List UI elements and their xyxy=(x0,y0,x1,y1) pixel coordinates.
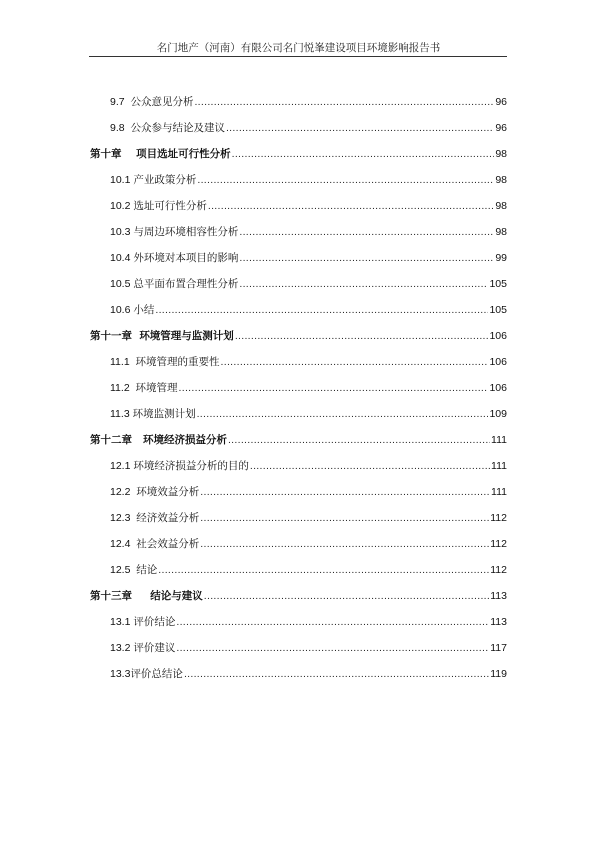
toc-chapter-entry[interactable] xyxy=(90,433,507,447)
toc-dot-leader xyxy=(250,459,490,473)
toc-entry-page-number: 112 xyxy=(490,564,507,576)
toc-dot-leader xyxy=(184,667,489,681)
toc-entry-page-number: 105 xyxy=(489,304,507,316)
toc-entry-page-number: 111 xyxy=(491,460,507,472)
toc-entry-title: 社会效益分析 xyxy=(136,538,200,550)
toc-dot-leader xyxy=(239,277,488,291)
toc-entry-number: 11.3 xyxy=(110,408,130,420)
toc-entry-number: 12.5 xyxy=(110,564,131,576)
toc-entry-number: 10.4 xyxy=(110,252,131,264)
toc-entry-page-number: 106 xyxy=(489,330,507,342)
toc-entry-page-number: 106 xyxy=(489,382,507,394)
toc-entry-page-number: 113 xyxy=(490,590,507,602)
toc-entry-number: 9.7 xyxy=(110,96,125,108)
toc-entry-title: 评价结论 xyxy=(133,616,176,628)
toc-entry-title: 经济效益分析 xyxy=(136,512,200,524)
toc-entry-number: 10.2 xyxy=(110,200,131,212)
toc-entry-page-number: 111 xyxy=(491,486,507,498)
toc-dot-leader xyxy=(239,251,494,265)
toc-entry-title: 选址可行性分析 xyxy=(133,200,207,212)
toc-entry-title: 环境经济损益分析 xyxy=(142,434,227,446)
toc-dot-leader xyxy=(179,381,489,395)
toc-entry-gap xyxy=(132,329,139,343)
toc-section-entry[interactable] xyxy=(110,407,507,421)
toc-section-entry[interactable] xyxy=(110,303,507,317)
toc-entry-number: 12.4 xyxy=(110,538,131,550)
toc-entry-number: 10.3 xyxy=(110,226,131,238)
toc-entry-number: 第十二章 xyxy=(90,434,132,446)
toc-entry-page-number: 105 xyxy=(489,278,507,290)
toc-dot-leader xyxy=(204,589,489,603)
toc-entry-number: 13.3 xyxy=(110,668,131,680)
toc-entry-page-number: 98 xyxy=(495,148,507,160)
toc-entry-page-number: 98 xyxy=(495,226,507,238)
toc-entry-page-number: 96 xyxy=(495,122,507,134)
toc-entry-title: 小结 xyxy=(133,304,155,316)
toc-section-entry[interactable] xyxy=(110,225,507,239)
toc-entry-page-number: 109 xyxy=(489,408,507,420)
toc-entry-page-number: 119 xyxy=(490,668,507,680)
toc-section-entry[interactable] xyxy=(110,121,507,135)
toc-entry-number: 第十章 xyxy=(90,148,122,160)
toc-entry-title: 评价总结论 xyxy=(130,668,183,680)
toc-entry-title: 外环境对本项目的影响 xyxy=(133,252,239,264)
toc-dot-leader xyxy=(208,199,494,213)
toc-section-entry[interactable] xyxy=(110,615,507,629)
toc-entry-page-number: 98 xyxy=(495,174,507,186)
toc-entry-number: 12.3 xyxy=(110,512,131,524)
toc-entry-number: 13.2 xyxy=(110,642,131,654)
toc-entry-number: 10.6 xyxy=(110,304,131,316)
toc-entry-title: 环境效益分析 xyxy=(136,486,200,498)
toc-section-entry[interactable] xyxy=(110,667,507,681)
toc-dot-leader xyxy=(228,433,490,447)
toc-entry-title: 环境监测计划 xyxy=(132,408,196,420)
toc-section-entry[interactable] xyxy=(110,95,507,109)
toc-entry-number: 12.2 xyxy=(110,486,131,498)
toc-entry-title: 产业政策分析 xyxy=(133,174,197,186)
toc-entry-number: 10.1 xyxy=(110,174,131,186)
toc-entry-page-number: 112 xyxy=(490,512,507,524)
toc-section-entry[interactable] xyxy=(110,563,507,577)
toc-entry-page-number: 98 xyxy=(495,200,507,212)
toc-chapter-entry[interactable] xyxy=(90,329,507,343)
toc-entry-number: 13.1 xyxy=(110,616,131,628)
toc-entry-gap xyxy=(122,147,137,161)
toc-dot-leader xyxy=(197,173,494,187)
toc-dot-leader xyxy=(176,641,489,655)
toc-entry-title: 公众参与结论及建议 xyxy=(130,122,225,134)
toc-section-entry[interactable] xyxy=(110,641,507,655)
toc-entry-page-number: 117 xyxy=(490,642,507,654)
toc-section-entry[interactable] xyxy=(110,485,507,499)
toc-entry-title: 环境管理的重要性 xyxy=(135,356,220,368)
toc-entry-page-number: 99 xyxy=(495,252,507,264)
toc-entry-title: 环境经济损益分析的目的 xyxy=(133,460,249,472)
toc-entry-page-number: 96 xyxy=(495,96,507,108)
toc-entry-gap xyxy=(132,589,150,603)
toc-section-entry[interactable] xyxy=(110,251,507,265)
toc-entry-page-number: 106 xyxy=(489,356,507,368)
toc-entry-number: 第十一章 xyxy=(90,330,132,342)
toc-dot-leader xyxy=(200,485,490,499)
toc-entry-title: 结论与建议 xyxy=(150,590,203,602)
toc-dot-leader xyxy=(235,329,489,343)
toc-entry-title: 总平面布置合理性分析 xyxy=(133,278,239,290)
toc-dot-leader xyxy=(232,147,495,161)
toc-chapter-entry[interactable] xyxy=(90,589,507,603)
toc-section-entry[interactable] xyxy=(110,459,507,473)
page-header: 名门地产（河南）有限公司名门悦峯建设项目环境影响报告书 xyxy=(156,42,441,54)
toc-entry-title: 环境管理与监测计划 xyxy=(139,330,234,342)
toc-entry-title: 项目选址可行性分析 xyxy=(136,148,231,160)
toc-entry-number: 12.1 xyxy=(110,460,131,472)
toc-entry-page-number: 113 xyxy=(490,616,507,628)
toc-entry-number: 11.2 xyxy=(110,382,130,394)
toc-entry-number: 10.5 xyxy=(110,278,131,290)
toc-section-entry[interactable] xyxy=(110,199,507,213)
toc-dot-leader xyxy=(155,303,488,317)
toc-dot-leader xyxy=(158,563,489,577)
toc-entry-title: 与周边环境相容性分析 xyxy=(133,226,239,238)
toc-dot-leader xyxy=(200,537,489,551)
toc-entry-number: 9.8 xyxy=(110,122,125,134)
toc-section-entry[interactable] xyxy=(110,173,507,187)
header-rule xyxy=(89,56,507,57)
toc-chapter-entry[interactable] xyxy=(90,147,507,161)
toc-entry-page-number: 112 xyxy=(490,538,507,550)
toc-dot-leader xyxy=(197,407,489,421)
toc-section-entry[interactable] xyxy=(110,277,507,291)
toc-section-entry[interactable] xyxy=(110,511,507,525)
toc-dot-leader xyxy=(239,225,494,239)
toc-entry-number: 第十三章 xyxy=(90,590,132,602)
toc-dot-leader xyxy=(226,121,494,135)
toc-entry-gap xyxy=(132,433,143,447)
toc-section-entry[interactable] xyxy=(110,537,507,551)
toc-dot-leader xyxy=(200,511,489,525)
toc-entry-number: 11.1 xyxy=(110,356,130,368)
toc-entry-page-number: 111 xyxy=(491,434,507,446)
toc-dot-leader xyxy=(194,95,494,109)
toc-entry-title: 评价建议 xyxy=(133,642,176,654)
toc-section-entry[interactable] xyxy=(110,355,507,369)
toc-dot-leader xyxy=(221,355,489,369)
toc-entry-title: 公众意见分析 xyxy=(130,96,194,108)
toc-dot-leader xyxy=(176,615,489,629)
toc-entry-title: 环境管理 xyxy=(135,382,178,394)
toc-section-entry[interactable] xyxy=(110,381,507,395)
toc-entry-title: 结论 xyxy=(136,564,158,576)
